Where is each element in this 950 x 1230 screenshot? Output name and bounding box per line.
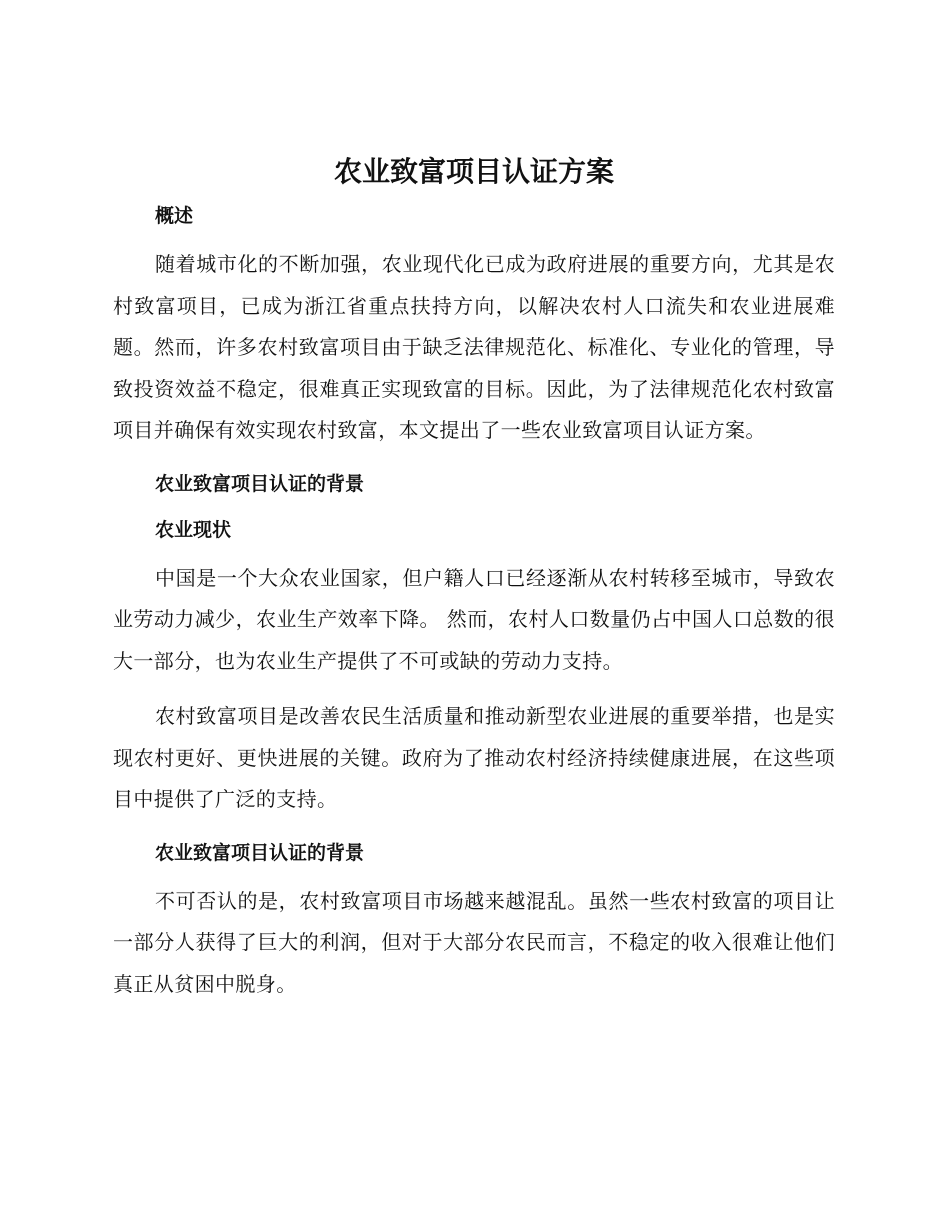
status-paragraph-2: 农村致富项目是改善农民生活质量和推动新型农业进展的重要举措，也是实现农村更好、更快进展的关键。政府为了推动农村经济持续健康进展，在这些项目中提供了广泛的支持。 bbox=[113, 704, 835, 811]
section-heading-status: 农业现状 bbox=[155, 518, 232, 541]
overview-paragraph: 随着城市化的不断加强，农业现代化已成为政府进展的重要方向，尤其是农村致富项目，已成为浙江省重点扶持方向，以解决农村人口流失和农业进展难题。然而，许多农村致富项目由于缺乏法律规范化、标准化、专业化的管理，导致投资效益不稳定，很难真正实现致富的目标。因此，为了法律规范化农村致富项目并确保有效实现农村致富，本文提出了一些农业致富项目认证方案。 bbox=[113, 252, 835, 442]
section-heading-overview: 概述 bbox=[155, 205, 194, 227]
section-heading-background-2: 农业致富项目认证的背景 bbox=[155, 841, 365, 864]
document-page bbox=[113, 150, 835, 1005]
status-paragraph-1: 中国是一个大众农业国家，但户籍人口已经逐渐从农村转移至城市，导致农业劳动力减少，农业生产效率下降。 然而，农村人口数量仍占中国人口总数的很大一部分，也为农业生产提供了不可或缺的劳动力支持。 bbox=[113, 565, 835, 673]
document-title: 农业致富项目认证方案 bbox=[333, 155, 614, 188]
section-heading-background: 农业致富项目认证的背景 bbox=[155, 472, 365, 495]
background-paragraph: 不可否认的是，农村致富项目市场越来越混乱。虽然一些农村致富的项目让一部分人获得了巨大的利润，但对于大部分农民而言，不稳定的收入很难让他们真正从贫困中脱身。 bbox=[113, 888, 835, 996]
